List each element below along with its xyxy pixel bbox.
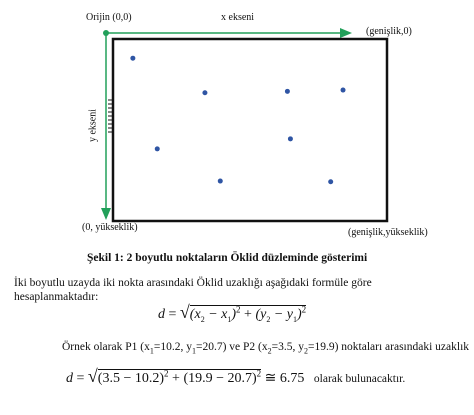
origin-label: Orijin (0,0) bbox=[86, 12, 132, 23]
example-formula: $d = √(3.5 - 10.2)^2 + (19.9 - 20.7)^2$ ≅ 6.75 olarak bulunacaktır. bbox=[66, 366, 406, 386]
data-point-4 bbox=[341, 88, 346, 93]
example-result: ≅ 6.75 bbox=[264, 371, 305, 386]
intro-paragraph: İki boyutlu uzayda iki nokta arasındaki Öklid uzaklığı aşağıdaki formüle göre hesaplanmaktadır: bbox=[14, 277, 372, 303]
data-point-5 bbox=[155, 146, 160, 151]
points-layer bbox=[130, 56, 345, 185]
plane-rectangle bbox=[113, 39, 387, 221]
distance-formula: $d = √(x_2 - x_1)^2 + (y_2 - y_1)^2$ bbox=[158, 302, 307, 324]
bottom-left-corner-label: (0, yükseklik) bbox=[82, 222, 138, 233]
example-sentence: Örnek olarak P1 ($x_1=10.2$, $y_1=20.7$) ve P2 ($x_2=3.5$, $y_2=19.9$) noktaları arasındaki uzaklık bbox=[62, 341, 470, 356]
top-right-corner-label: (genişlik,0) bbox=[366, 26, 412, 37]
data-point-2 bbox=[202, 90, 207, 95]
data-point-8 bbox=[328, 179, 333, 184]
origin-dot bbox=[103, 30, 109, 36]
example-suffix: olarak bulunacaktır. bbox=[313, 373, 406, 385]
data-point-6 bbox=[288, 136, 293, 141]
data-point-1 bbox=[130, 56, 135, 61]
bottom-right-corner-label: (genişlik,yükseklik) bbox=[348, 227, 428, 238]
data-point-3 bbox=[285, 89, 290, 94]
figure-caption: Şekil 1: 2 boyutlu noktaların Öklid düzleminde gösterimi bbox=[87, 252, 368, 264]
y-axis-label: y ekseni bbox=[87, 108, 99, 143]
data-point-7 bbox=[218, 179, 223, 184]
y-axis-arrowhead bbox=[101, 208, 111, 220]
x-axis-label: x ekseni bbox=[221, 12, 255, 23]
x-axis-arrowhead bbox=[340, 28, 352, 38]
